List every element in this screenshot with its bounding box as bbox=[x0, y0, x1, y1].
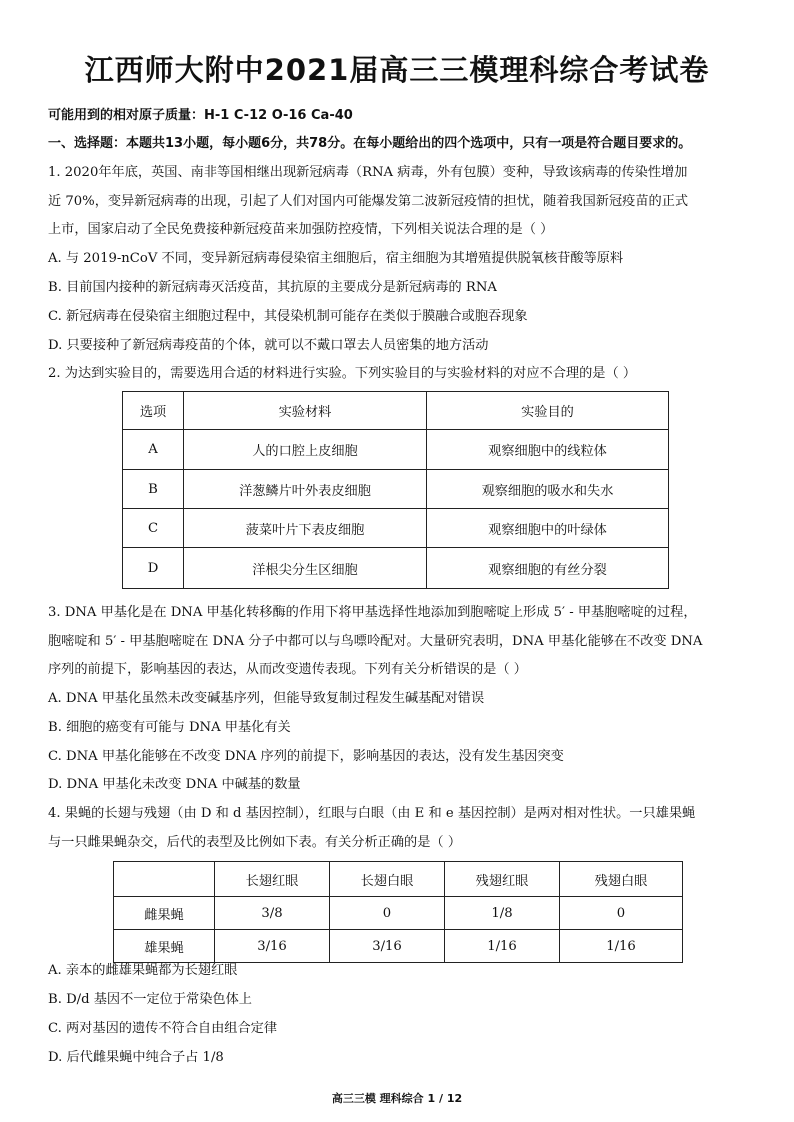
q1-option-a: A. 与 2019-nCoV 不同，变异新冠病毒侵染宿主细胞后，宿主细胞为其增殖提供脱氧核苷酸等原料 bbox=[48, 251, 624, 266]
table-header-cell bbox=[114, 862, 215, 897]
q4-option-b: B. D/d 基因不一定位于常染色体上 bbox=[48, 992, 252, 1007]
q3-stem-line: 序列的前提下，影响基因的表达，从而改变遗传表现。下列有关分析错误的是（ ） bbox=[48, 662, 527, 677]
q3-stem-line: 胞嘧啶和 5′ - 甲基胞嘧啶在 DNA 分子中都可以与鸟嘌呤配对。大量研究表明，DNA 甲基化能够在不改变 DNA bbox=[48, 634, 703, 649]
table-cell: 1/16 bbox=[560, 930, 683, 963]
q4-stem-line: 4. 果蝇的长翅与残翅（由 D 和 d 基因控制），红眼与白眼（由 E 和 e 基因控制）是两对相对性状。一只雄果蝇 bbox=[48, 806, 696, 821]
table-header-row bbox=[123, 392, 669, 430]
table-header-row bbox=[114, 862, 683, 897]
table-header-cell: 长翅白眼 bbox=[330, 862, 445, 897]
table-cell: 3/16 bbox=[330, 930, 445, 963]
q3-option-a: A. DNA 甲基化虽然未改变碱基序列，但能导致复制过程发生碱基配对错误 bbox=[48, 691, 485, 706]
q3-option-d: D. DNA 甲基化未改变 DNA 中碱基的数量 bbox=[48, 777, 301, 792]
table-row bbox=[123, 548, 669, 589]
table-cell: 观察细胞中的线粒体 bbox=[427, 430, 669, 470]
q4-option-d: D. 后代雌果蝇中纯合子占 1/8 bbox=[48, 1050, 224, 1065]
q2-table bbox=[122, 391, 669, 589]
table-header-cell: 长翅红眼 bbox=[215, 862, 330, 897]
q3-option-b: B. 细胞的癌变有可能与 DNA 甲基化有关 bbox=[48, 720, 291, 735]
q1-stem-line: 近 70%，变异新冠病毒的出现，引起了人们对国内可能爆发第二波新冠疫情的担忧，随着我国新冠疫苗的正式 bbox=[48, 194, 689, 209]
q4-stem-line: 与一只雌果蝇杂交，后代的表型及比例如下表。有关分析正确的是（ ） bbox=[48, 835, 462, 850]
table-row bbox=[114, 930, 683, 963]
section-heading: 一、选择题：本题共13小题，每小题6分，共78分。在每小题给出的四个选项中，只有一项是符合题目要求的。 bbox=[48, 136, 692, 151]
table-cell: 3/16 bbox=[215, 930, 330, 963]
table-cell: 观察细胞的有丝分裂 bbox=[427, 548, 669, 589]
table-cell: 1/16 bbox=[445, 930, 560, 963]
table-cell: 观察细胞的吸水和失水 bbox=[427, 470, 669, 509]
table-cell: C bbox=[123, 509, 184, 548]
table-cell: 洋葱鳞片叶外表皮细胞 bbox=[184, 470, 427, 509]
table-row bbox=[123, 470, 669, 509]
table-cell: B bbox=[123, 470, 184, 509]
table-header-cell: 残翅白眼 bbox=[560, 862, 683, 897]
table-cell: 3/8 bbox=[215, 897, 330, 930]
table-cell: 雄果蝇 bbox=[114, 930, 215, 963]
q4-option-a: A. 亲本的雌雄果蝇都为长翅红眼 bbox=[48, 963, 238, 978]
q1-option-c: C. 新冠病毒在侵染宿主细胞过程中，其侵染机制可能存在类似于膜融合或胞吞现象 bbox=[48, 309, 528, 324]
q4-table bbox=[113, 861, 683, 963]
table-cell: 洋根尖分生区细胞 bbox=[184, 548, 427, 589]
table-row bbox=[123, 430, 669, 470]
q1-stem-line: 上市，国家启动了全民免费接种新冠疫苗来加强防控疫情，下列相关说法合理的是（ ） bbox=[48, 222, 554, 237]
q1-option-b: B. 目前国内接种的新冠病毒灭活疫苗，其抗原的主要成分是新冠病毒的 RNA bbox=[48, 280, 497, 295]
table-cell: D bbox=[123, 548, 184, 589]
table-row bbox=[114, 897, 683, 930]
table-row bbox=[123, 509, 669, 548]
q3-option-c: C. DNA 甲基化能够在不改变 DNA 序列的前提下，影响基因的表达，没有发生基因突变 bbox=[48, 749, 564, 764]
exam-title: 江西师大附中2021届高三三模理科综合考试卷 bbox=[84, 53, 710, 87]
q1-option-d: D. 只要接种了新冠病毒疫苗的个体，就可以不戴口罩去人员密集的地方活动 bbox=[48, 338, 489, 353]
atomic-masses: 可能用到的相对原子质量：H-1 C-12 O-16 Ca-40 bbox=[48, 108, 353, 123]
table-cell: A bbox=[123, 430, 184, 470]
q1-stem-line: 1. 2020年年底，英国、南非等国相继出现新冠病毒（RNA 病毒，外有包膜）变种，导致该病毒的传染性增加 bbox=[48, 165, 688, 180]
page-footer: 高三三模 理科综合 1 / 12 bbox=[331, 1092, 463, 1105]
table-cell: 人的口腔上皮细胞 bbox=[184, 430, 427, 470]
table-header-cell: 选项 bbox=[123, 392, 184, 430]
q4-option-c: C. 两对基因的遗传不符合自由组合定律 bbox=[48, 1021, 278, 1036]
table-header-cell: 实验材料 bbox=[184, 392, 427, 430]
table-cell: 菠菜叶片下表皮细胞 bbox=[184, 509, 427, 548]
table-cell: 0 bbox=[560, 897, 683, 930]
table-cell: 0 bbox=[330, 897, 445, 930]
table-cell: 1/8 bbox=[445, 897, 560, 930]
table-cell: 观察细胞中的叶绿体 bbox=[427, 509, 669, 548]
table-cell: 雌果蝇 bbox=[114, 897, 215, 930]
table-header-cell: 残翅红眼 bbox=[445, 862, 560, 897]
table-header-cell: 实验目的 bbox=[427, 392, 669, 430]
q3-stem-line: 3. DNA 甲基化是在 DNA 甲基化转移酶的作用下将甲基选择性地添加到胞嘧啶上形成 5′ - 甲基胞嘧啶的过程， bbox=[48, 605, 697, 620]
q2-stem: 2. 为达到实验目的，需要选用合适的材料进行实验。下列实验目的与实验材料的对应不合理的是（ ） bbox=[48, 366, 637, 381]
